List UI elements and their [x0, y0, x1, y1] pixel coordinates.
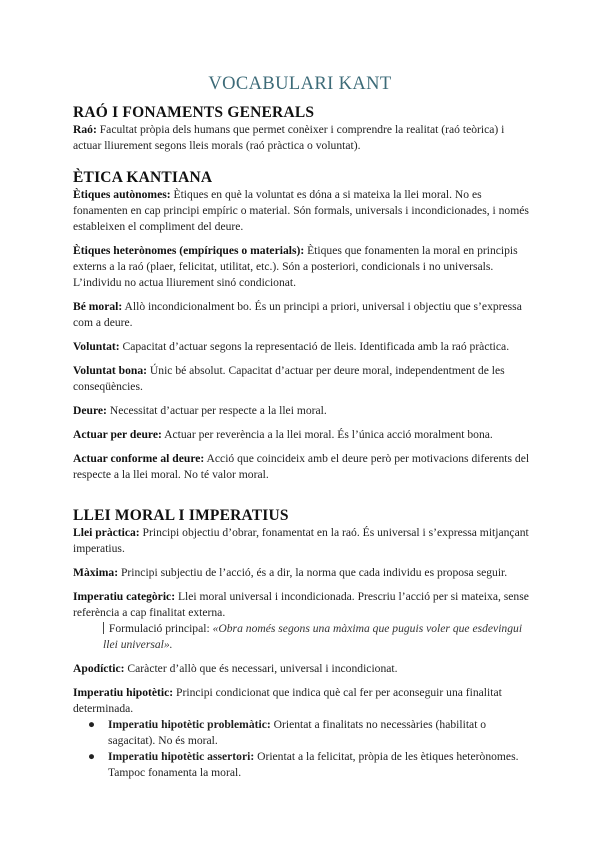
entry-term: Llei pràctica:	[73, 526, 140, 539]
entry-definition: Ètiques en què la voluntat es dóna a si mateixa la llei moral. No es fonamenten en cap principi empíric o material. Són formals, universals i incondicionades, i només estableixen el compliment del deure.	[73, 188, 529, 233]
entry-term: Apodíctic:	[73, 662, 125, 675]
entry-definition: Ètiques que fonamenten la moral en principis externs a la raó (plaer, felicitat, utilitat, etc.). Són a posteriori, condicionals i no universals. L’individu no actua lliurement sinó condicionat.	[73, 244, 518, 289]
entry-term: Deure:	[73, 404, 107, 417]
quote-bar	[103, 622, 104, 634]
entry-definition: Llei moral universal i incondicionada. Prescriu l’acció per si mateixa, sense referència a cap finalitat externa.	[73, 590, 529, 619]
entry-definition: Únic bé absolut. Capacitat d’actuar per deure moral, independentment de les conseqüències.	[73, 364, 505, 393]
entry-llei-practica	[73, 525, 533, 557]
entry-voluntat	[73, 339, 533, 355]
entry-definition: Allò incondicionalment bo. És un principi a priori, universal i objectiu que s’expressa com a deure.	[73, 300, 522, 329]
section-llei-moral	[73, 507, 533, 781]
entry-term: Voluntat:	[73, 340, 120, 353]
entry-apodictic	[73, 661, 533, 677]
entry-definition: Orientat a finalitats no necessàries (habilitat o sagacitat). No és moral.	[108, 718, 487, 747]
entry-definition: Actuar per reverència a la llei moral. És l’única acció moralment bona.	[161, 428, 493, 441]
entry-be-moral	[73, 299, 533, 331]
quote-label: Formulació principal:	[108, 622, 210, 635]
entry-definition: Capacitat d’actuar segons la representació de lleis. Identificada amb la raó pràctica.	[119, 340, 510, 353]
section-heading: LLEI MORAL I IMPERATIUS	[73, 507, 289, 524]
entry-term: Bé moral:	[73, 300, 123, 313]
entry-maxima	[73, 565, 533, 581]
entry-rao	[73, 122, 533, 154]
entry-definition: Principi subjectiu de l’acció, és a dir, la norma que cada individu es proposa seguir.	[118, 566, 508, 579]
section-heading: ÈTICA KANTIANA	[73, 169, 213, 186]
bullet-list	[73, 717, 533, 781]
quote-text: «Obra només segons una màxima que puguis voler que esdevingui llei universal».	[103, 622, 523, 651]
entry-term: Actuar per deure:	[73, 428, 162, 441]
entry-definition: Caràcter d’allò que és necessari, universal i incondicionat.	[124, 662, 398, 675]
entry-imperatiu-hipotetic	[73, 685, 533, 717]
entry-term: Imperatiu categòric:	[73, 590, 176, 603]
entry-definition: Principi condicionat que indica què cal fer per aconseguir una finalitat determinada.	[73, 686, 502, 715]
entry-definition: Principi objectiu d’obrar, fonamentat en la raó. És universal i s’expressa mitjançant imperatius.	[73, 526, 529, 555]
entry-actuar-per-deure	[73, 427, 533, 443]
bullet-icon: ●	[88, 750, 96, 763]
entry-definition: Facultat pròpia dels humans que permet conèixer i comprendre la realitat (raó teòrica) i actuar lliurement segons lleis morals (raó pràctica o voluntat).	[73, 123, 505, 152]
list-item	[73, 717, 533, 749]
entry-definition: Orientat a la felicitat, pròpia de les ètiques heterònomes. Tampoc fonamenta la moral.	[108, 750, 519, 779]
entry-term: Imperatiu hipotètic:	[73, 686, 174, 699]
entry-term: Raó:	[73, 123, 97, 136]
entry-actuar-conforme	[73, 451, 533, 483]
entry-term: Ètiques heterònomes (empíriques o materials):	[73, 244, 305, 257]
section-etica-kantiana	[73, 169, 533, 483]
entry-etiques-autonomes	[73, 187, 533, 235]
section-rao	[73, 104, 533, 154]
entry-term: Màxima:	[73, 566, 119, 579]
document-title: VOCABULARI KANT	[208, 74, 392, 94]
entry-imperatiu-categoric	[73, 589, 533, 621]
entry-voluntat-bona	[73, 363, 533, 395]
section-heading: RAÓ I FONAMENTS GENERALS	[73, 104, 315, 121]
entry-term: Ètiques autònomes:	[73, 188, 171, 201]
entry-definition: Acció que coincideix amb el deure però per motivacions diferents del respecte a la llei moral. No té valor moral.	[73, 452, 530, 481]
entry-term: Voluntat bona:	[73, 364, 147, 377]
entry-deure	[73, 403, 533, 419]
bullet-icon: ●	[88, 718, 96, 731]
list-item	[73, 749, 533, 781]
entry-term: Imperatiu hipotètic assertori:	[108, 750, 255, 763]
entry-term: Imperatiu hipotètic problemàtic:	[108, 718, 271, 731]
entry-etiques-heteronomes	[73, 243, 533, 291]
formulacio-principal	[103, 621, 533, 653]
entry-definition: Necessitat d’actuar per respecte a la llei moral.	[106, 404, 327, 417]
entry-term: Actuar conforme al deure:	[73, 452, 205, 465]
